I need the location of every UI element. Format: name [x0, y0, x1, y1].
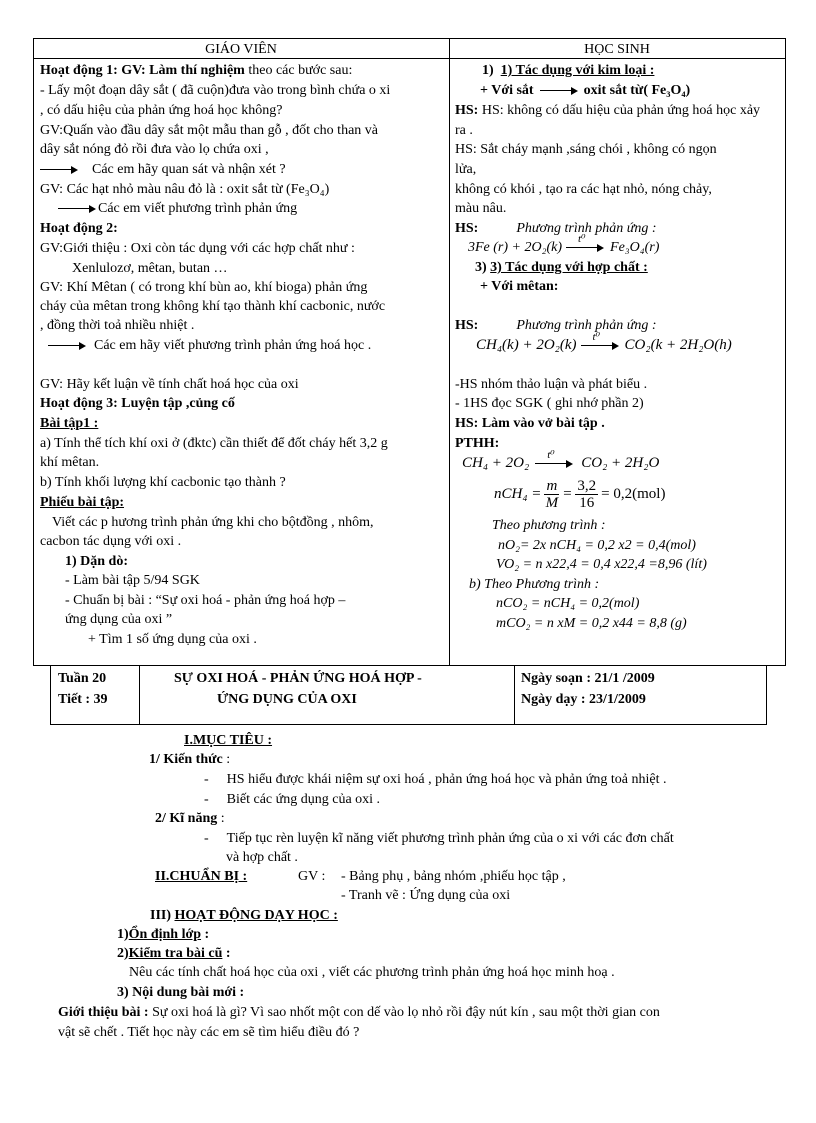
equation-label: HS: Phương trình phản ứng : — [455, 318, 657, 333]
skills-heading: 2/ Kĩ năng : — [155, 811, 225, 826]
text-line: HS: Làm vào vở bài tập . — [455, 416, 605, 431]
teaching-date: Ngày dạy : 23/1/2009 — [521, 692, 646, 707]
text-line: dây sắt nóng đỏ rồi đưa vào lọ chứa oxi , — [40, 142, 269, 157]
info-border-left — [50, 666, 51, 725]
text-line: - Lấy một đoạn dây sắt ( đã cuộn)đưa vào trong bình chứa o xi — [40, 83, 391, 98]
text-line: b) Theo Phương trình : — [469, 577, 600, 592]
period-label: Tiết : 39 — [58, 692, 108, 707]
lesson-title-line-2: ỨNG DỤNG CỦA OXI — [217, 692, 357, 707]
review-heading: 2)Kiểm tra bài cũ : — [117, 946, 231, 961]
text-line: Các em viết phương trình phản ứng — [58, 199, 297, 218]
text-line: GV: Khí Mêtan ( có trong khí bùn ao, khí biogа) phản ứng — [40, 280, 368, 295]
bullet-continuation: và hợp chất . — [226, 850, 298, 865]
text-line: lửa, — [455, 162, 477, 177]
activity-1-line: Hoạt động 1: GV: Làm thí nghiệm theo các bước sau: — [40, 63, 353, 78]
text-line: nO₂= 2x nCH₄ = 0,2 x2 = 0,4(mol) — [498, 538, 696, 553]
bullet-item: - Biết các ứng dụng của oxi . — [204, 792, 381, 807]
lesson-title-line-1: SỰ OXI HOÁ - PHẢN ỨNG HOÁ HỢP - — [174, 671, 422, 686]
text-line: nCO₂ = nCH₄ = 0,2(mol) — [496, 596, 640, 611]
metal-reaction-heading: 1) 1) Tác dụng với kim loại : — [482, 63, 655, 78]
text-line: GV: Các hạt nhỏ màu nâu đỏ là : oxit sắt từ (Fe₃O₄) — [40, 182, 330, 197]
table-column-divider — [449, 38, 450, 666]
activity-3-heading: Hoạt động 3: Luyện tập ,củng cố — [40, 396, 235, 411]
text-line: -HS nhóm thảo luận và phát biểu . — [455, 377, 648, 392]
text-line: Các em hãy quan sát và nhận xét ? — [40, 160, 286, 179]
fraction: $\frac{m}{M}$ — [545, 477, 559, 511]
text-line: - 1HS đọc SGK ( ghi nhớ phần 2) — [455, 396, 644, 411]
text-line: Viết các p hương trình phản ứng khi cho bộtđồng , nhôm, — [52, 515, 374, 530]
bullet-item: - HS hiểu được khái niệm sự oxi hoá , phản ứng hoá học và phản ứng toả nhiệt . — [204, 772, 667, 787]
text-line: mCO₂ = n xM = 0,2 x44 = 8,8 (g) — [496, 616, 687, 631]
arrow-icon — [581, 342, 619, 350]
text-line: không có khói , tạo ra các hạt nhỏ, nóng chảy, — [455, 182, 712, 197]
arrow-icon — [535, 460, 573, 468]
combustion-equation: CH₄ + 2O₂ t⁰ CO₂ + 2H₂O — [462, 449, 660, 471]
activity-2-heading: Hoạt động 2: — [40, 221, 118, 236]
compound-reaction-heading: 3) 3) Tác dụng với hợp chất : — [475, 260, 648, 275]
text-line: GV:Giới thiệu : Oxi còn tác dụng với các hợp chất như : — [40, 241, 355, 256]
text-line: ra . — [455, 123, 473, 138]
materials-item: - Bảng phụ , bảng nhóm ,phiếu học tập , — [341, 869, 566, 884]
table-border-top — [33, 38, 786, 39]
arrow-icon — [58, 205, 96, 213]
iron-equation: 3Fe (r) + 2O₂(k) t⁰ Fe₃O₄(r) — [468, 233, 660, 255]
iron-line: + Với sắt oxit sắt từ( Fe₃O₄) — [480, 83, 691, 98]
text-line: màu nâu. — [455, 201, 507, 216]
lesson-introduction: Giới thiệu bài : Sự oxi hoá là gì? Vì sao nhốt một con dế vào lọ nhỏ rồi đậy nút kín , sau một thời gian con — [58, 1005, 660, 1020]
text-line: GV: Hãy kết luận về tính chất hoá học của oxi — [40, 377, 299, 392]
equation-label: HS: Phương trình phản ứng : — [455, 221, 657, 236]
text-line: Xenlulozơ, mêtan, butan … — [72, 261, 228, 276]
text-line: cháy của mêtan trong không khí tạo thành khí cacbonic, nước — [40, 299, 386, 314]
info-border-bottom — [50, 724, 767, 725]
preparation-date: Ngày soạn : 21/1 /2009 — [521, 671, 655, 686]
methane-line: + Với mêtan: — [480, 279, 559, 294]
text-line: GV:Quấn vào đầu dây sắt một mẫu than gỗ , đốt cho than và — [40, 123, 378, 138]
arrow-icon — [540, 87, 578, 95]
materials-item: - Tranh vẽ : Ứng dụng của oxi — [341, 888, 511, 903]
table-border-right — [785, 38, 786, 666]
text-line: Theo phương trình : — [492, 518, 606, 533]
text-line: Các em hãy viết phương trình phản ứng hoá học . — [48, 336, 371, 355]
teacher-column-header: GIÁO VIÊN — [205, 42, 277, 57]
text-line: ứng dụng của oxi ” — [65, 612, 173, 627]
mole-calculation: nCH₄ = $\frac{m}{M}$ = $\frac{3,2}{16}$ = 0,2(mol) — [494, 477, 666, 511]
homework-heading: 1) Dặn dò: — [65, 554, 129, 569]
review-text: Nêu các tính chất hoá học của oxi , viết các phương trình phản ứng hoá học minh hoạ . — [129, 965, 615, 980]
info-divider-2 — [514, 666, 515, 725]
text-line: , đồng thời toả nhiều nhiệt . — [40, 318, 195, 333]
text-line: , có dấu hiệu của phản ứng hoá học không? — [40, 103, 283, 118]
fraction: $\frac{3,2}{16}$ — [577, 477, 597, 511]
methane-equation: CH₄(k) + 2O₂(k) t⁰ CO₂(k + 2H₂O(h) — [476, 331, 732, 353]
teacher-materials-label: GV : — [298, 869, 326, 884]
table-border-bottom — [33, 665, 786, 666]
text-line: b) Tính khối lượng khí cacbonic tạo thành ? — [40, 475, 286, 490]
info-border-right — [766, 666, 767, 725]
pthh-label: PTHH: — [455, 436, 500, 451]
table-border-left — [33, 38, 34, 666]
activities-heading: III) HOẠT ĐỘNG DẠY HỌC : — [150, 908, 338, 923]
class-stabilization-heading: 1)Ổn định lớp : — [117, 927, 210, 942]
text-line: HS: HS: không có dấu hiệu của phản ứng hoá học xảy — [455, 103, 761, 118]
knowledge-heading: 1/ Kiến thức : — [149, 752, 231, 767]
text-line: khí mêtan. — [40, 455, 100, 470]
objectives-heading: I.MỤC TIÊU : — [184, 733, 273, 748]
arrow-icon — [40, 166, 78, 174]
student-column-header: HỌC SINH — [584, 42, 650, 57]
new-content-heading: 3) Nội dung bài mới : — [117, 985, 245, 1000]
text-line: + Tìm 1 số ứng dụng của oxi . — [88, 632, 257, 647]
text-line: cacbon tác dụng với oxi . — [40, 534, 182, 549]
text-line: a) Tính thể tích khí oxi ở (đktc) cần thiết để đốt cháy hết 3,2 g — [40, 436, 388, 451]
arrow-icon — [566, 244, 604, 252]
week-label: Tuần 20 — [58, 671, 107, 686]
bullet-item: - Tiếp tục rèn luyện kĩ năng viết phương trình phản ứng của o xi với các đơn chất — [204, 831, 674, 846]
info-divider-1 — [139, 666, 140, 725]
text-line: HS: Sắt cháy mạnh ,sáng chói , không có ngọn — [455, 142, 717, 157]
exercise-1-heading: Bài tập1 : — [40, 416, 99, 431]
text-line: - Chuẩn bị bài : “Sự oxi hoá - phản ứng hoá hợp – — [65, 593, 346, 608]
preparation-heading: II.CHUẨN BỊ : — [155, 869, 248, 884]
worksheet-heading: Phiếu bài tập: — [40, 495, 125, 510]
text-line: - Làm bài tập 5/94 SGK — [65, 573, 200, 588]
arrow-icon — [48, 342, 86, 350]
lesson-introduction-continued: vật sẽ chết . Tiết học này các em sẽ tìm hiểu điều đó ? — [58, 1025, 360, 1040]
text-line: VO₂ = n x22,4 = 0,4 x22,4 =8,96 (lít) — [496, 557, 707, 572]
